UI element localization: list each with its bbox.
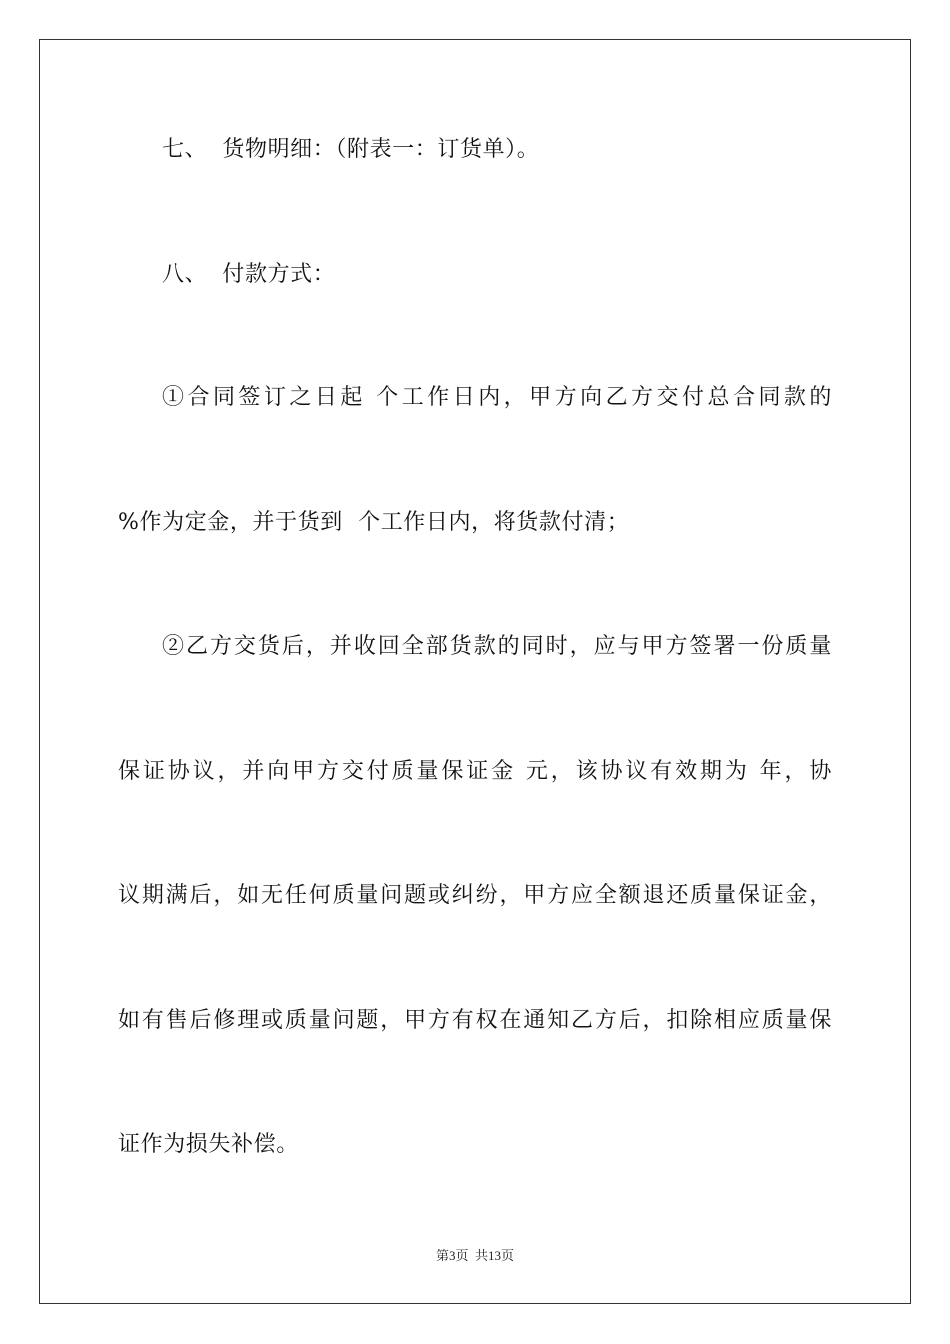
paragraph-line: %作为定金，并于货到 个工作日内，将货款付清； (118, 510, 630, 535)
paragraph-line: 如有售后修理或质量问题，甲方有权在通知乙方后，扣除相应质量保 (118, 1008, 832, 1033)
page-number-footer: 第3页 共13页 (435, 1248, 514, 1263)
paragraph-line: ②乙方交货后，并收回全部货款的同时，应与甲方签署一份质量 (162, 634, 832, 659)
section-7-heading: 七、 货物明细：（附表一：订货单）。 (162, 137, 540, 162)
page-border (39, 39, 911, 1304)
paragraph-line: 保证协议，并向甲方交付质量保证金 元，该协议有效期为 年，协 (118, 759, 832, 784)
paragraph-line: 议期满后，如无任何质量问题或纠纷，甲方应全额退还质量保证金， (118, 883, 832, 908)
paragraph-line: 证作为损失补偿。 (118, 1132, 299, 1157)
paragraph-line: ①合同签订之日起 个工作日内，甲方向乙方交付总合同款的 (162, 385, 832, 410)
section-8-heading: 八、 付款方式： (162, 262, 336, 287)
